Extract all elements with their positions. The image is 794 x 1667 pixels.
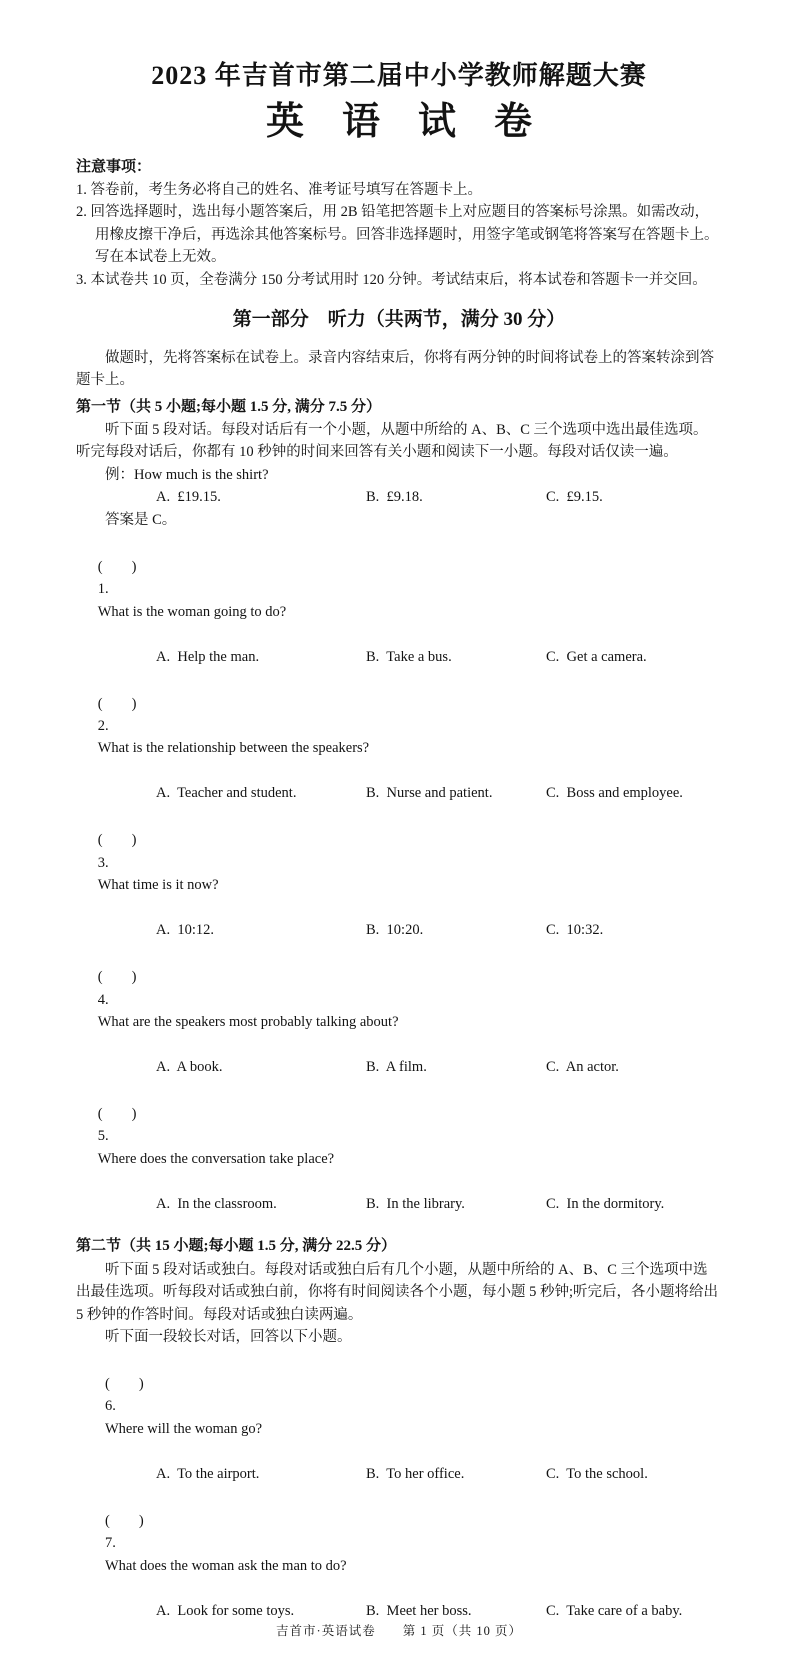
option-c: C. Boss and employee. (546, 785, 683, 802)
question-text: What does the woman ask the man to do? (105, 1557, 347, 1574)
option-c: C. In the dormitory. (546, 1195, 665, 1212)
section1-heading: 第一节（共 5 小题;每小题 1.5 分, 满分 7.5 分） (76, 398, 381, 415)
section2-instructions: 听下面 5 段对话或独白。每段对话或独白后有几个小题，从题中所给的 A、B、C 三个选项中选出最佳选项。听每段对话或独白前，你将有时间阅读各个小题，每小题 5 秒钟;听完后，各小题将给出 5 秒钟的作答时间。每段对话或独白读两遍。 (76, 1261, 719, 1323)
question-row (76, 1081, 722, 1216)
option-a: A. To the airport. (156, 1465, 260, 1482)
question-line (76, 1350, 722, 1462)
answer-bracket: ( ) (97, 695, 137, 712)
notice-item: 3. 本试卷共 10 页，全卷满分 150 分考试用时 120 分钟。考试结束后，将本试卷和答题卡一并交回。 (76, 271, 707, 288)
answer-bracket: ( ) (105, 1375, 144, 1392)
option-b: B. In the library. (366, 1195, 465, 1212)
question-number: 4. (97, 991, 109, 1008)
section2-sub-instruction: 听下面一段较长对话，回答以下小题。 (105, 1328, 352, 1345)
question-text: What is the woman going to do? (97, 603, 287, 620)
question-text: What is the relationship between the speakers? (97, 740, 370, 757)
question-text: Where does the conversation take place? (97, 1150, 335, 1167)
option-a: A. Look for some toys. (156, 1602, 295, 1619)
question-options (156, 1600, 722, 1622)
question-row (76, 1350, 722, 1485)
question-text: What are the speakers most probably talking about? (97, 1014, 399, 1031)
option-a: A. In the classroom. (156, 1195, 277, 1212)
exam-title: 2023 年吉首市第二届中小学教师解题大赛 (151, 61, 647, 90)
answer-bracket: ( ) (97, 558, 137, 575)
question-line (76, 533, 722, 645)
option-c: C. £9.15. (546, 489, 603, 506)
exam-subject: 英 语 试 卷 (265, 101, 532, 144)
option-a: A. 10:12. (156, 922, 214, 939)
option-b: B. Meet her boss. (366, 1602, 472, 1619)
question-number: 3. (97, 854, 109, 871)
option-b: B. A film. (366, 1059, 427, 1076)
question-line (76, 944, 722, 1056)
question-text: Where will the woman go? (105, 1420, 263, 1437)
notice-item: 2. 回答选择题时，选出每小题答案后，用 2B 铅笔把答题卡上对应题目的答案标号涂黑。如需改动，用橡皮擦干净后，再选涂其他答案标号。回答非选择题时，用签字笔或钢笔将答案写在答题卡上。写在本试卷上无效。 (76, 204, 719, 266)
option-c: C. 10:32. (546, 922, 604, 939)
question-options (156, 1193, 722, 1215)
question-options (156, 782, 722, 804)
section1-instructions: 听下面 5 段对话。每段对话后有一个小题，从题中所给的 A、B、C 三个选项中选出最佳选项。听完每段对话后，你都有 10 秒钟的时间来回答有关小题和阅读下一小题。每段对话仅读一遍。 (76, 421, 708, 461)
example-prompt: 例：How much is the shirt? (105, 466, 269, 483)
option-b: B. 10:20. (366, 922, 424, 939)
option-c: C. To the school. (546, 1465, 648, 1482)
question-number: 2. (97, 718, 109, 734)
option-b: B. Take a bus. (366, 648, 452, 665)
question-options (156, 1463, 722, 1485)
question-line (76, 670, 722, 782)
question-row (76, 807, 722, 942)
question-row (76, 670, 722, 805)
question-row (76, 1487, 722, 1622)
example-options (156, 486, 722, 508)
option-a: A. A book. (156, 1059, 223, 1076)
question-row (76, 944, 722, 1079)
question-options (156, 1056, 722, 1078)
section2-heading: 第二节（共 15 小题;每小题 1.5 分, 满分 22.5 分） (76, 1238, 396, 1255)
answer-bracket: ( ) (97, 832, 137, 849)
example-answer: 答案是 C。 (105, 511, 177, 528)
page-footer: 吉首市·英语试卷 第 1 页（共 10 页） (276, 1624, 522, 1639)
notices-heading: 注意事项： (76, 158, 152, 175)
part1-heading: 第一部分 听力（共两节，满分 30 分） (232, 309, 566, 331)
option-c: C. An actor. (546, 1059, 619, 1076)
question-line (76, 1487, 722, 1599)
question-text: What time is it now? (97, 877, 219, 894)
answer-bracket: ( ) (105, 1512, 144, 1529)
option-b: B. £9.18. (366, 489, 423, 506)
option-a: A. Teacher and student. (156, 785, 297, 802)
question-line (76, 807, 722, 919)
section2 (76, 1231, 722, 1622)
question-number: 5. (97, 1128, 109, 1145)
question-number: 1. (97, 581, 109, 598)
answer-bracket: ( ) (97, 1105, 137, 1122)
notice-item: 1. 答卷前，考生务必将自己的姓名、准考证号填写在答题卡上。 (76, 181, 482, 198)
question-line (76, 1081, 722, 1193)
question-options (156, 919, 722, 941)
option-c: C. Get a camera. (546, 648, 647, 665)
question-row (76, 533, 722, 668)
option-b: B. Nurse and patient. (366, 785, 493, 802)
question-number: 6. (105, 1398, 116, 1415)
answer-bracket: ( ) (97, 969, 137, 986)
option-a: A. £19.15. (156, 489, 221, 506)
part1-intro: 做题时，先将答案标在试卷上。录音内容结束后，你将有两分钟的时间将试卷上的答案转涂到答题卡上。 (76, 349, 714, 389)
option-a: A. Help the man. (156, 648, 260, 665)
option-c: C. Take care of a baby. (546, 1602, 683, 1619)
question-number: 7. (105, 1535, 116, 1552)
question-options (156, 646, 722, 668)
option-b: B. To her office. (366, 1465, 465, 1482)
